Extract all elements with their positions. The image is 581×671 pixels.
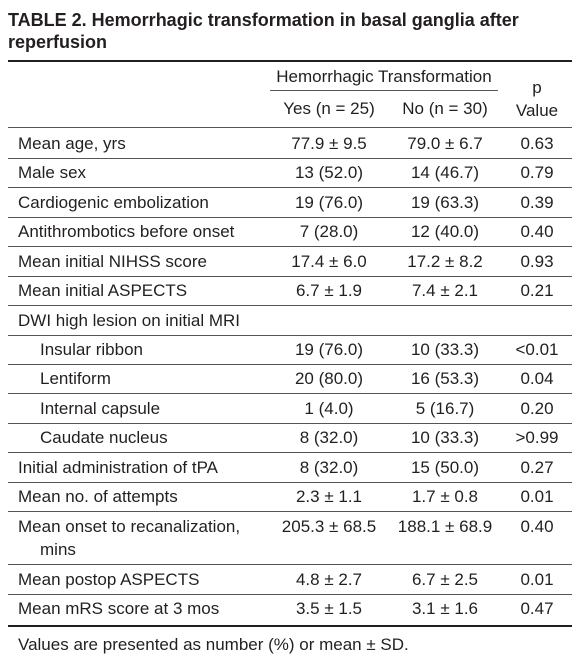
row-yes: 6.7 ± 1.9 (295, 281, 363, 300)
row-divider (8, 276, 572, 277)
row-divider (8, 594, 572, 595)
top-rule (8, 60, 572, 62)
row-divider (8, 452, 572, 453)
row-label: Mean mRS score at 3 mos (18, 599, 220, 618)
no-header: No (n = 30) (402, 99, 488, 118)
row-yes: 205.3 ± 68.5 (281, 517, 377, 536)
row-no: 12 (40.0) (410, 222, 480, 241)
row-label: Mean initial ASPECTS (18, 281, 188, 300)
row-p: 0.40 (520, 517, 554, 536)
row-yes: 2.3 ± 1.1 (295, 487, 363, 506)
row-divider (8, 217, 572, 218)
row-divider (8, 511, 572, 512)
row-divider (8, 305, 572, 306)
row-yes: 4.8 ± 2.7 (295, 570, 363, 589)
row-label: Cardiogenic embolization (18, 193, 209, 212)
row-no: 79.0 ± 6.7 (407, 134, 483, 153)
row-p: 0.20 (520, 399, 554, 418)
row-label: Mean onset to recanalization, (18, 517, 241, 536)
row-divider (8, 482, 572, 483)
p-header-line1: p (532, 78, 542, 97)
row-group-label: DWI high lesion on initial MRI (18, 311, 241, 330)
row-divider (8, 423, 572, 424)
yes-header: Yes (n = 25) (283, 99, 375, 118)
row-divider (8, 187, 572, 188)
row-no: 10 (33.3) (410, 428, 480, 447)
row-no: 6.7 ± 2.5 (411, 570, 479, 589)
row-no: 14 (46.7) (410, 163, 480, 182)
row-yes: 8 (32.0) (299, 458, 359, 477)
row-yes: 13 (52.0) (294, 163, 364, 182)
row-label: Initial administration of tPA (18, 458, 218, 477)
row-p: 0.01 (520, 487, 554, 506)
row-yes: 77.9 ± 9.5 (291, 134, 367, 153)
row-label: Antithrombotics before onset (18, 222, 235, 241)
row-yes: 19 (76.0) (294, 193, 364, 212)
row-no: 10 (33.3) (410, 340, 480, 359)
row-yes: 7 (28.0) (299, 222, 359, 241)
row-sublabel: Internal capsule (40, 399, 161, 418)
row-no: 188.1 ± 68.9 (397, 517, 493, 536)
row-p: 0.79 (520, 163, 554, 182)
group-header-rule (270, 90, 498, 91)
header-rule (8, 127, 572, 128)
row-yes: 20 (80.0) (294, 369, 364, 388)
row-sublabel: Lentiform (40, 369, 111, 388)
row-divider (8, 335, 572, 336)
row-divider (8, 393, 572, 394)
row-no: 3.1 ± 1.6 (411, 599, 479, 618)
row-divider (8, 246, 572, 247)
row-p: 0.04 (520, 369, 554, 388)
row-yes: 1 (4.0) (304, 399, 354, 418)
row-no: 15 (50.0) (410, 458, 480, 477)
row-p: 0.63 (520, 134, 554, 153)
row-sublabel: Insular ribbon (40, 340, 144, 359)
row-p: 0.40 (520, 222, 554, 241)
bottom-rule (8, 625, 572, 627)
row-p: >0.99 (515, 428, 559, 447)
table-title: TABLE 2. Hemorrhagic transformation in basal ganglia after reperfusion (8, 10, 519, 52)
row-p: 0.39 (520, 193, 554, 212)
row-yes: 3.5 ± 1.5 (295, 599, 363, 618)
row-p: 0.47 (520, 599, 554, 618)
row-p: 0.93 (520, 252, 554, 271)
row-label: Male sex (18, 163, 87, 182)
row-no: 16 (53.3) (410, 369, 480, 388)
row-label: Mean age, yrs (18, 134, 126, 153)
row-no: 7.4 ± 2.1 (411, 281, 479, 300)
row-label: Mean initial NIHSS score (18, 252, 207, 271)
row-label: Mean no. of attempts (18, 487, 178, 506)
row-yes: 17.4 ± 6.0 (291, 252, 367, 271)
row-no: 19 (63.3) (410, 193, 480, 212)
row-p: 0.21 (520, 281, 554, 300)
row-no: 5 (16.7) (415, 399, 475, 418)
p-header-line2: Value (515, 101, 559, 120)
group-header: Hemorrhagic Transformation (276, 67, 492, 86)
row-sublabel: Caudate nucleus (40, 428, 168, 447)
row-yes: 8 (32.0) (299, 428, 359, 447)
row-label-continued: mins (40, 540, 76, 559)
table-footnote: Values are presented as number (%) or mean ± SD. (18, 635, 409, 654)
row-p: 0.27 (520, 458, 554, 477)
row-p: <0.01 (515, 340, 559, 359)
row-label: Mean postop ASPECTS (18, 570, 200, 589)
row-p: 0.01 (520, 570, 554, 589)
row-no: 1.7 ± 0.8 (411, 487, 479, 506)
row-no: 17.2 ± 8.2 (407, 252, 483, 271)
row-yes: 19 (76.0) (294, 340, 364, 359)
row-divider (8, 158, 572, 159)
row-divider (8, 564, 572, 565)
row-divider (8, 364, 572, 365)
